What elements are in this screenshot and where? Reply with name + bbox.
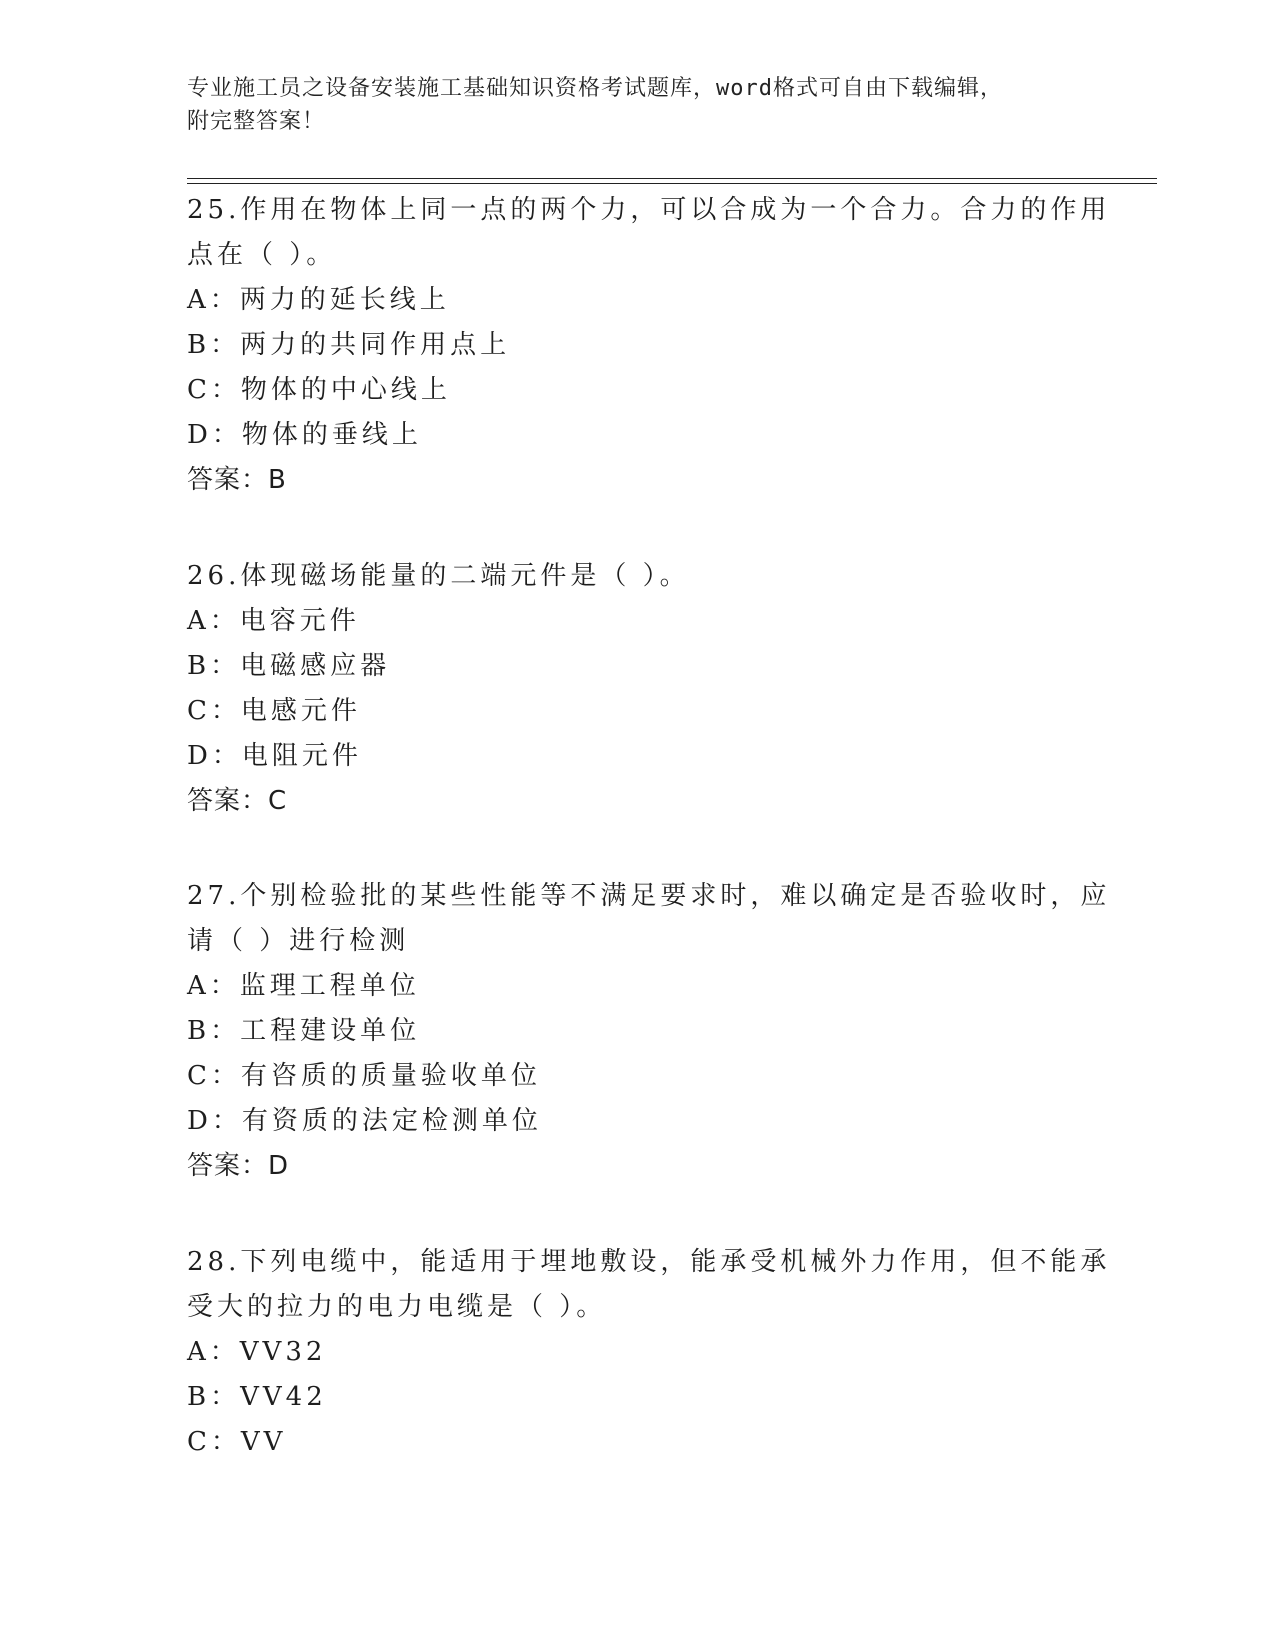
- question-text-line: 28.下列电缆中，能适用于埋地敷设，能承受机械外力作用，但不能承: [187, 1247, 1111, 1277]
- option-b: B：VV42: [187, 1382, 327, 1412]
- question-text: [187, 874, 1111, 964]
- question-text: [187, 188, 1111, 278]
- question-text: [187, 1240, 1111, 1330]
- question-28: [187, 1240, 1111, 1465]
- question-27: [187, 874, 1111, 1189]
- option-b: B：电磁感应器: [187, 651, 391, 681]
- question-text-line: 点在（ ）。: [187, 240, 337, 270]
- option-a: A：电容元件: [187, 606, 360, 636]
- option-b: B：两力的共同作用点上: [187, 330, 511, 360]
- question-text: [187, 554, 1087, 599]
- option-c: C：物体的中心线上: [187, 375, 451, 405]
- question-text-line: 27.个别检验批的某些性能等不满足要求时，难以确定是否验收时，应: [187, 881, 1111, 911]
- document-header: [187, 72, 1087, 138]
- question-26: [187, 554, 1087, 824]
- header-divider-bottom: [187, 183, 1157, 184]
- question-text-line: 26.体现磁场能量的二端元件是（ ）。: [187, 561, 690, 591]
- answer-line: 答案：B: [187, 465, 287, 495]
- option-d: D：有资质的法定检测单位: [187, 1106, 542, 1136]
- header-line-1: 专业施工员之设备安装施工基础知识资格考试题库，word格式可自由下载编辑，: [187, 76, 1003, 101]
- header-line-2: 附完整答案！: [187, 109, 326, 134]
- question-25: [187, 188, 1111, 503]
- option-a: A：监理工程单位: [187, 971, 420, 1001]
- question-text-line: 请（ ）进行检测: [187, 926, 410, 956]
- option-d: D：电阻元件: [187, 741, 362, 771]
- question-text-line: 受大的拉力的电力电缆是（ ）。: [187, 1292, 607, 1322]
- option-a: A：两力的延长线上: [187, 285, 450, 315]
- answer-line: 答案：C: [187, 786, 288, 816]
- option-c: C：有咨质的质量验收单位: [187, 1061, 541, 1091]
- answer-line: 答案：D: [187, 1151, 290, 1181]
- option-c: C：电感元件: [187, 696, 361, 726]
- option-b: B：工程建设单位: [187, 1016, 421, 1046]
- header-divider-top: [187, 178, 1157, 179]
- option-c: C：VV: [187, 1427, 287, 1457]
- option-d: D：物体的垂线上: [187, 420, 422, 450]
- option-a: A：VV32: [187, 1337, 327, 1367]
- question-text-line: 25.作用在物体上同一点的两个力，可以合成为一个合力。合力的作用: [187, 195, 1111, 225]
